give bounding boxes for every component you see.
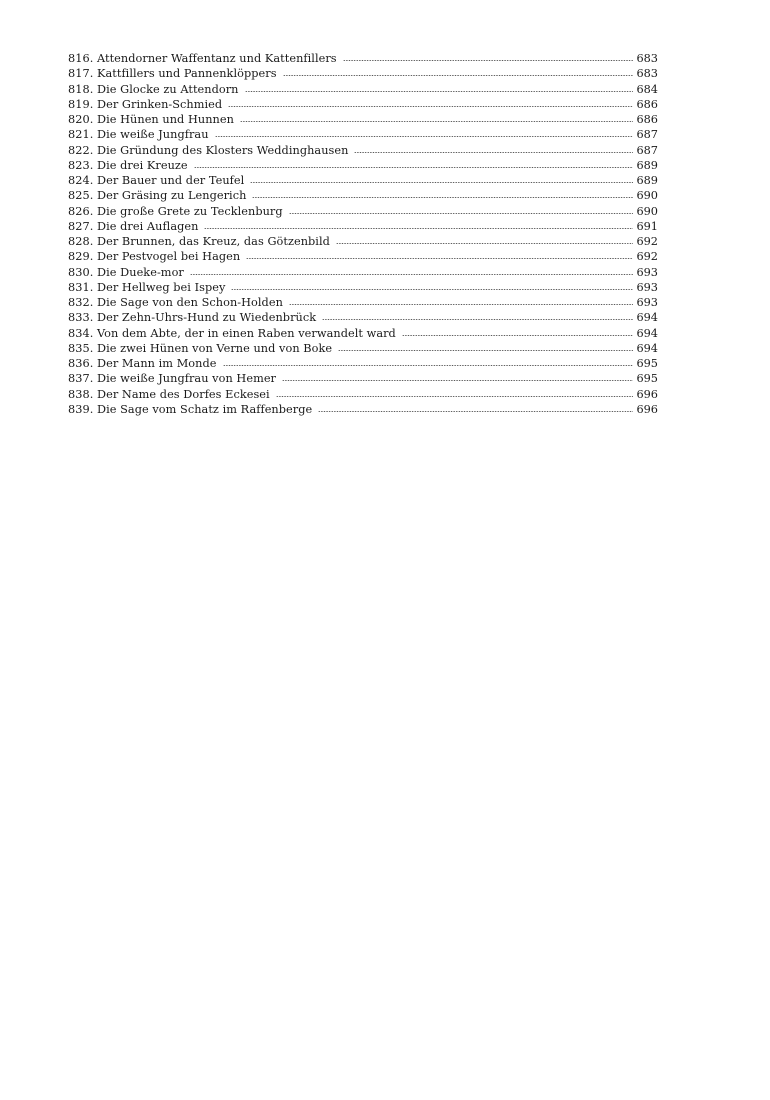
toc-entry bbox=[68, 97, 658, 112]
toc-entry-page: 691 bbox=[636, 219, 658, 233]
toc-entry-title: 832. Die Sage von den Schon-Holden bbox=[68, 296, 283, 309]
toc-entry bbox=[68, 173, 658, 188]
toc-leader-dots bbox=[194, 167, 634, 168]
toc-entry bbox=[68, 265, 658, 280]
toc-entry-title: 831. Der Hellweg bei Ispey bbox=[68, 280, 226, 294]
toc-entry-title: 823. Die drei Kreuze bbox=[68, 158, 188, 172]
toc-leader-dots bbox=[402, 335, 634, 336]
toc-entry-title: 826. Die große Grete zu Tecklenburg bbox=[68, 204, 283, 218]
toc-entry-page: 694 bbox=[636, 341, 658, 355]
toc-entry-title: 818. Die Glocke zu Attendorn bbox=[68, 82, 239, 96]
toc-leader-dots bbox=[228, 106, 633, 107]
toc-entry-title: 817. Kattfillers und Pannenklöppers bbox=[68, 67, 277, 81]
toc-entry-page: 686 bbox=[636, 113, 658, 126]
toc-entry-page: 687 bbox=[636, 128, 658, 142]
toc-leader-dots bbox=[276, 396, 634, 397]
toc-entry bbox=[68, 66, 658, 81]
toc-entry-page: 690 bbox=[636, 204, 658, 218]
toc-leader-dots bbox=[245, 91, 634, 92]
toc-entry-title: 829. Der Pestvogel bei Hagen bbox=[68, 250, 241, 264]
toc-leader-dots bbox=[322, 319, 633, 320]
toc-entry bbox=[68, 234, 658, 249]
toc-leader-dots bbox=[223, 365, 634, 366]
toc-entry-title: 835. Die zwei Hünen von Verne und von Boke bbox=[68, 341, 333, 355]
toc-entry-page: 694 bbox=[636, 311, 658, 325]
toc-entry bbox=[68, 387, 658, 402]
toc-entry-title: 824. Der Bauer und der Teufel bbox=[68, 174, 245, 187]
toc-leader-dots bbox=[215, 136, 634, 137]
toc-entry bbox=[68, 249, 658, 264]
toc-entry bbox=[68, 310, 658, 325]
toc-entry-page: 684 bbox=[636, 82, 658, 96]
toc-entry bbox=[68, 341, 658, 356]
toc-leader-dots bbox=[338, 350, 633, 351]
toc-entry-page: 695 bbox=[636, 357, 658, 370]
toc-entry bbox=[68, 188, 658, 203]
toc-entry-page: 687 bbox=[636, 143, 658, 157]
toc-entry-page: 689 bbox=[636, 158, 658, 172]
toc-entry bbox=[68, 204, 658, 219]
toc-entry bbox=[68, 326, 658, 341]
toc-leader-dots bbox=[343, 60, 634, 61]
toc-entry bbox=[68, 143, 658, 158]
toc-leader-dots bbox=[354, 152, 633, 153]
toc-entry-page: 690 bbox=[636, 189, 658, 203]
toc-leader-dots bbox=[240, 121, 634, 122]
toc-entry-page: 689 bbox=[636, 174, 658, 187]
toc-entry bbox=[68, 295, 658, 310]
table-of-contents bbox=[68, 51, 658, 417]
toc-entry-title: 816. Attendorner Waffentanz und Kattenfillers bbox=[68, 52, 337, 65]
toc-entry-page: 693 bbox=[636, 280, 658, 294]
toc-entry-title: 819. Der Grinken-Schmied bbox=[68, 97, 223, 111]
toc-entry-title: 836. Der Mann im Monde bbox=[68, 357, 217, 370]
toc-leader-dots bbox=[282, 380, 633, 381]
toc-entry-page: 695 bbox=[636, 372, 658, 386]
toc-entry-page: 692 bbox=[636, 250, 658, 264]
toc-leader-dots bbox=[283, 75, 634, 76]
toc-entry-page: 696 bbox=[636, 402, 658, 416]
toc-entry bbox=[68, 402, 658, 417]
toc-entry bbox=[68, 112, 658, 127]
toc-entry-title: 827. Die drei Auflagen bbox=[68, 219, 199, 233]
toc-entry-title: 839. Die Sage vom Schatz im Raffenberge bbox=[68, 402, 313, 416]
toc-entry-title: 838. Der Name des Dorfes Eckesei bbox=[68, 387, 270, 401]
toc-entry-title: 830. Die Dueke-mor bbox=[68, 265, 184, 279]
toc-leader-dots bbox=[336, 243, 634, 244]
toc-entry-page: 692 bbox=[636, 235, 658, 248]
toc-leader-dots bbox=[252, 197, 633, 198]
toc-entry-title: 825. Der Gräsing zu Lengerich bbox=[68, 189, 247, 203]
toc-entry bbox=[68, 51, 658, 66]
toc-leader-dots bbox=[289, 304, 634, 305]
toc-entry-title: 833. Der Zehn-Uhrs-Hund zu Wiedenbrück bbox=[68, 311, 317, 325]
toc-entry-title: 828. Der Brunnen, das Kreuz, das Götzenbild bbox=[68, 235, 330, 248]
toc-entry bbox=[68, 127, 658, 142]
toc-entry bbox=[68, 219, 658, 234]
toc-entry-title: 834. Von dem Abte, der in einen Raben verwandelt ward bbox=[68, 326, 396, 340]
toc-leader-dots bbox=[318, 411, 633, 412]
toc-leader-dots bbox=[204, 228, 633, 229]
toc-entry bbox=[68, 280, 658, 295]
toc-entry-page: 686 bbox=[636, 97, 658, 111]
toc-entry-page: 683 bbox=[636, 52, 658, 65]
toc-entry-page: 694 bbox=[636, 326, 658, 340]
toc-entry-page: 696 bbox=[636, 387, 658, 401]
toc-entry bbox=[68, 371, 658, 386]
toc-leader-dots bbox=[246, 258, 633, 259]
toc-leader-dots bbox=[250, 182, 633, 183]
toc-entry bbox=[68, 158, 658, 173]
toc-entry-title: 821. Die weiße Jungfrau bbox=[68, 128, 209, 142]
toc-leader-dots bbox=[231, 289, 633, 290]
toc-entry-page: 683 bbox=[636, 67, 658, 81]
toc-leader-dots bbox=[289, 213, 634, 214]
toc-leader-dots bbox=[190, 274, 634, 275]
toc-entry bbox=[68, 82, 658, 97]
toc-entry bbox=[68, 356, 658, 371]
toc-entry-page: 693 bbox=[636, 296, 658, 309]
toc-entry-title: 820. Die Hünen und Hunnen bbox=[68, 113, 234, 126]
toc-entry-title: 837. Die weiße Jungfrau von Hemer bbox=[68, 372, 277, 386]
toc-entry-title: 822. Die Gründung des Klosters Weddinghausen bbox=[68, 143, 349, 157]
toc-entry-page: 693 bbox=[636, 265, 658, 279]
